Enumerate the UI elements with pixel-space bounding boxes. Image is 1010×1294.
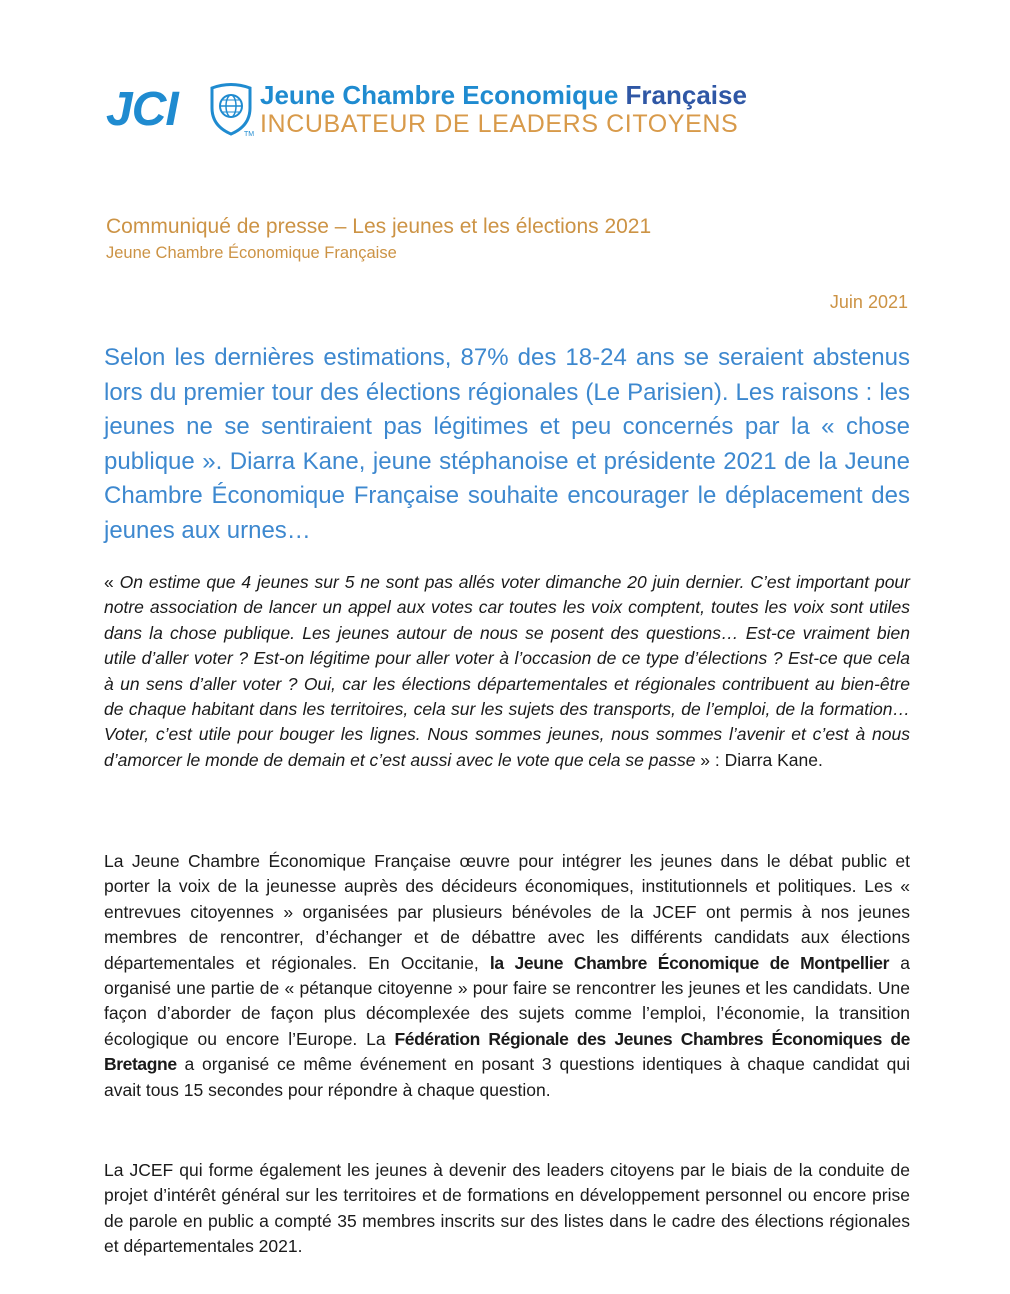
logo-org-name-b: Française [625, 80, 747, 110]
press-release-title: Communiqué de presse – Les jeunes et les élections 2021 [106, 215, 652, 238]
logo-org-name [260, 80, 747, 110]
jci-logo [106, 80, 746, 140]
quote-paragraph [104, 570, 910, 773]
quote-attribution: » : Diarra Kane. [695, 749, 823, 770]
quote-text: On estime que 4 jeunes sur 5 ne sont pas allés voter dimanche 20 juin dernier. C’est important pour notre association de lancer un appel aux votes car toutes les voix comptent, toutes les voix sont utiles dans la chose publique. Les jeunes autour de nous se posent des questions… Est-ce vraiment bien utile d’aller voter ? Est-on légitime pour aller voter à l’occasion de ce type d’élections ? Est-ce que cela à un sens d’aller voter ? Oui, car les élections départementales et régionales contribuent au bien-être de chaque habitant dans les territoires, cela sur les sujets des transports, de l’emploi, de la formation… Voter, c’est utile pour bouger les lignes. Nous sommes jeunes, nous sommes l’avenir et c’est à nous d’amorcer le monde de demain et c’est aussi avec le vote que cela se passe [104, 572, 910, 770]
para1-text-3: a organisé ce même événement en posant 3 questions identiques à chaque candidat qui avait tous 15 secondes pour répondre à chaque question. [104, 1054, 910, 1100]
lead-paragraph: Selon les dernières estimations, 87% des 18-24 ans se seraient abstenus lors du premier tour des élections régionales (Le Parisien). Les raisons : les jeunes ne se sentiraient pas légitimes et peu concernés par la « chose publique ». Diarra Kane, jeune stéphanoise et présidente 2021 de la Jeune Chambre Économique Française souhaite encourager le déplacement des jeunes aux urnes… [104, 344, 910, 544]
logo-acronym: JCI [106, 83, 178, 136]
press-release-subtitle: Jeune Chambre Économique Française [106, 244, 397, 262]
montpellier-chamber-name: la Jeune Chambre Économique de Montpellier [489, 952, 890, 973]
release-date: Juin 2021 [829, 292, 908, 312]
trademark-mark: TM [244, 131, 255, 138]
quote-open: « [104, 572, 120, 592]
globe-shield-icon [206, 82, 256, 138]
bretagne-federation-name: Fédération Régionale des Jeunes Chambres Économiques de Bretagne [104, 1028, 910, 1075]
para1-text-1: La Jeune Chambre Économique Française œuvre pour intégrer les jeunes dans le débat public et porter la voix de la jeunesse auprès des décideurs économiques, institutionnels et politiques. Les « entrevues citoyennes » organisées par plusieurs bénévoles de la JCEF ont permis à nos jeunes membres de rencontrer, d’échanger et de débattre avec les différents candidats aux élections départementales et régionales. En Occitanie, [104, 851, 910, 973]
logo-tagline: INCUBATEUR DE LEADERS CITOYENS [260, 110, 739, 138]
body-paragraph-1 [104, 849, 910, 1103]
para1-text-2: a organisé une partie de « pétanque citoyenne » pour faire se rencontrer les jeunes et les candidats. Une façon d’aborder de façon plus décomplexée des sujets comme l’emploi, l’économie, la transition écologique ou encore l’Europe. La [104, 952, 910, 1049]
logo-org-name-a: Jeune Chambre Economique [260, 80, 626, 110]
body-paragraph-2: La JCEF qui forme également les jeunes à devenir des leaders citoyens par le biais de la conduite de projet d’intérêt général sur les territoires et de formations en développement personnel ou encore prise de parole en public a compté 35 membres inscrits sur des listes dans le cadre des élections régionales et départementales 2021. [104, 1160, 910, 1257]
